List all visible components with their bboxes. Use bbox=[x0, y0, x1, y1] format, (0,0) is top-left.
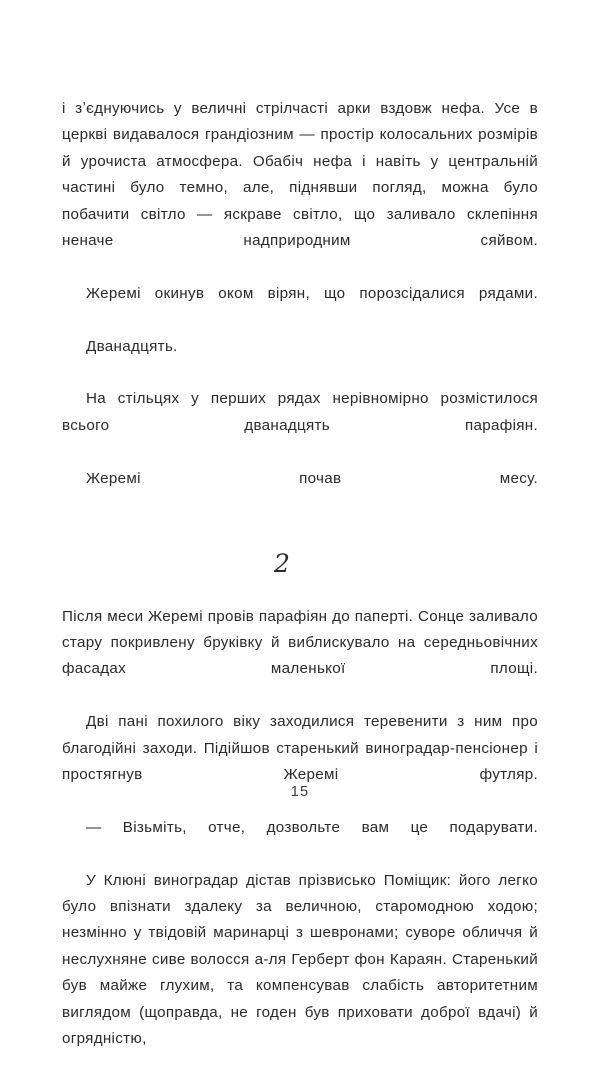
paragraph: У Клюні виноградар дістав прізвисько Поміщик: його легко було впізнати здалеку за величною, старомодною ходою; незмінно у твідовій маринарці з шевронами; суворе обличчя й неслухняне сиве волосся а-ля Герберт фон Караян. Старенький був майже глухим, та компенсував слабість авторитетним виглядом (щоправда, не годен був приховати доброї вдачі) й огрядністю, bbox=[62, 871, 538, 1047]
spacer-after-chapter-number bbox=[62, 578, 538, 604]
paragraph: Жеремі окинув оком вірян, що порозсідалися рядами. bbox=[86, 284, 538, 302]
chapter-number: 2 bbox=[274, 548, 290, 578]
paragraph: Дванадцять. bbox=[86, 337, 178, 355]
paragraph: Дві пані похилого віку заходилися теревенити з ним про благодійні заходи. Підійшов старенький виноградар-пенсіонер і простягнув Жеремі футляр. bbox=[62, 713, 538, 783]
paragraph: Після меси Жеремі провів парафіян до паперті. Сонце заливало стару покривлену бруківку й виблискувало на середньовічних фасадах маленької площі. bbox=[62, 607, 538, 678]
page-number: 15 bbox=[290, 784, 310, 800]
paragraph: На стільцях у перших рядах нерівномірно розмістилося всього дванадцять парафіян. bbox=[62, 390, 538, 434]
paragraph: і зʼєднуючись у величні стрілчасті арки вздовж нефа. Усе в церкві видавалося грандіозним — простір колосальних розмірів й урочиста атмосфера. Обабіч нефа і навіть у центральній частині було темно, але, піднявши погляд, можна було побачити світло — яскраве світло, що заливало склепіння неначе надприродним сяйвом. bbox=[62, 100, 538, 250]
page-text-block bbox=[62, 96, 538, 1079]
spacer-before-chapter-number bbox=[62, 519, 538, 549]
paragraph: Жеремі почав месу. bbox=[86, 469, 538, 487]
paragraph: — Візьміть, отче, дозвольте вам це подарувати. bbox=[86, 818, 538, 836]
